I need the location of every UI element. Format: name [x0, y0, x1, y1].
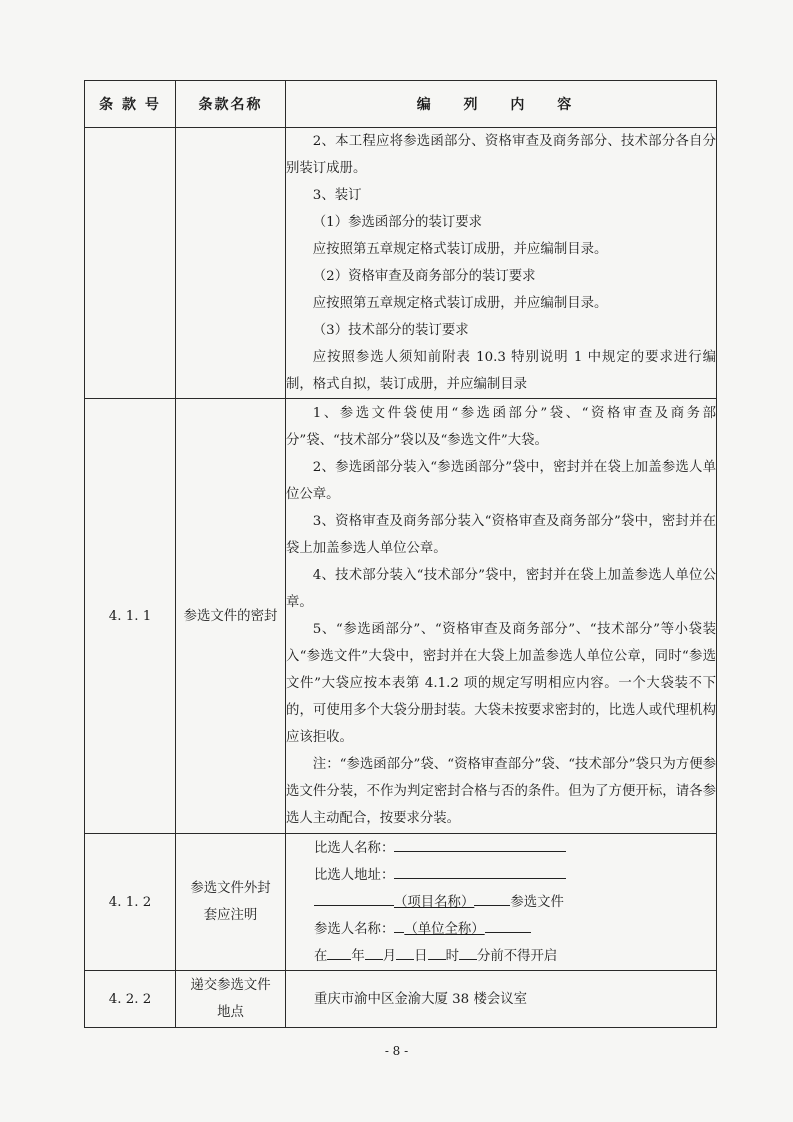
fill-blank: [396, 945, 414, 960]
table-header-row: [85, 81, 717, 128]
fill-blank: [314, 891, 394, 906]
clause-name-line: 参选文件外封: [190, 881, 271, 896]
header-clause-name: 条款名称: [176, 81, 286, 128]
fill-blank: [485, 918, 531, 933]
label: 比选人地址：: [314, 867, 395, 883]
fill-blank: [459, 945, 477, 960]
clause-name-cell: [176, 128, 286, 399]
label: 日: [414, 948, 428, 964]
content-line: 应按照参选人须知前附表 10.3 特别说明 1 中规定的要求进行编制，格式自拟，装订成册，并应编制目录: [286, 350, 716, 392]
clause-content: [286, 971, 717, 1028]
envelope-line-open-time: [286, 943, 716, 970]
clause-number-cell: [85, 128, 176, 399]
fill-blank: [394, 918, 404, 933]
fill-blank: [365, 945, 383, 960]
clause-table: [84, 80, 717, 1028]
clause-name-line: 地点: [217, 1005, 244, 1020]
header-clause-number: 条 款 号: [85, 81, 176, 128]
table-row-4-2-2: [85, 971, 717, 1028]
clause-number: 4. 1. 2: [85, 834, 176, 971]
envelope-line-bidder-address: [286, 862, 716, 889]
label: 时: [445, 948, 459, 964]
clause-number: 4. 1. 1: [85, 399, 176, 834]
clause-number: 4. 2. 2: [85, 971, 176, 1028]
table-row-4-1-1: [85, 399, 717, 834]
content-line: 2、本工程应将参选函部分、资格审查及商务部分、技术部分各自分别装订成册。: [286, 134, 716, 176]
content-line: （3）技术部分的装订要求: [312, 323, 469, 338]
label: 比选人名称：: [314, 840, 395, 856]
content-paragraph: 2、参选函部分装入“参选函部分”袋中，密封并在袋上加盖参选人单位公章。: [286, 460, 716, 502]
label: 月: [382, 948, 397, 964]
fill-blank: [474, 891, 510, 906]
content-line: （2）资格审查及商务部分的装订要求: [312, 269, 536, 284]
content-paragraph: 4、技术部分装入“技术部分”袋中，密封并在袋上加盖参选人单位公章。: [286, 568, 716, 610]
label: （项目名称）: [394, 894, 475, 910]
clause-name: [176, 971, 286, 1028]
envelope-line-participant: [286, 916, 716, 943]
header-content: 编 列 内 容: [286, 81, 717, 128]
fill-blank: [394, 837, 566, 852]
content-paragraph: 注：“参选函部分”袋、“资格审查部分”袋、“技术部分”袋只为方便参选文件分装，不作为判定密封合格与否的条件。但为了方便开标，请各参选人主动配合，按要求分装。: [286, 757, 716, 826]
fill-blank: [327, 945, 351, 960]
label: 在: [314, 948, 328, 964]
submission-location: 重庆市渝中区金渝大厦 38 楼会议室: [314, 991, 528, 1007]
table-row-continued: [85, 128, 717, 399]
content-line: 3、装订: [312, 188, 362, 203]
label: 参选人名称：: [314, 921, 395, 937]
clause-name: [176, 834, 286, 971]
page-number: - 8 -: [384, 1044, 409, 1058]
label: 年: [351, 948, 365, 964]
label: 分前不得开启: [476, 948, 558, 964]
envelope-line-project: [286, 889, 716, 916]
clause-content-cell: [286, 128, 717, 399]
content-line: （1）参选函部分的装订要求: [312, 215, 483, 230]
content-line: 应按照第五章规定格式装订成册，并应编制目录。: [312, 242, 608, 257]
clause-content: [286, 834, 717, 971]
content-line: 应按照第五章规定格式装订成册，并应编制目录。: [312, 296, 608, 311]
content-paragraph: 1、参选文件袋使用“参选函部分”袋、“资格审查及商务部分”袋、“技术部分”袋以及“参选文件”大袋。: [286, 406, 716, 448]
fill-blank: [428, 945, 446, 960]
fill-blank: [394, 864, 566, 879]
clause-name-line: 递交参选文件: [190, 978, 271, 993]
clause-name-line: 套应注明: [203, 908, 258, 923]
label: 参选文件: [510, 894, 564, 910]
label: （单位全称）: [404, 921, 485, 937]
clause-name: 参选文件的密封: [176, 399, 286, 834]
content-paragraph: 3、资格审查及商务部分装入“资格审查及商务部分”袋中，密封并在袋上加盖参选人单位公章。: [286, 514, 716, 556]
table-row-4-1-2: [85, 834, 717, 971]
clause-content: [286, 399, 717, 834]
envelope-line-bidder-name: [286, 835, 716, 862]
content-paragraph: 5、“参选函部分”、“资格审查及商务部分”、“技术部分”等小袋装入“参选文件”大袋中，密封并在大袋上加盖参选人单位公章，同时“参选文件”大袋应按本表第 4.1.2 项的规定写明相应内容。一个大袋装不下的，可使用多个大袋分册封装。大袋未按要求密封的，比选人或代理机构应该拒收。: [286, 622, 716, 745]
